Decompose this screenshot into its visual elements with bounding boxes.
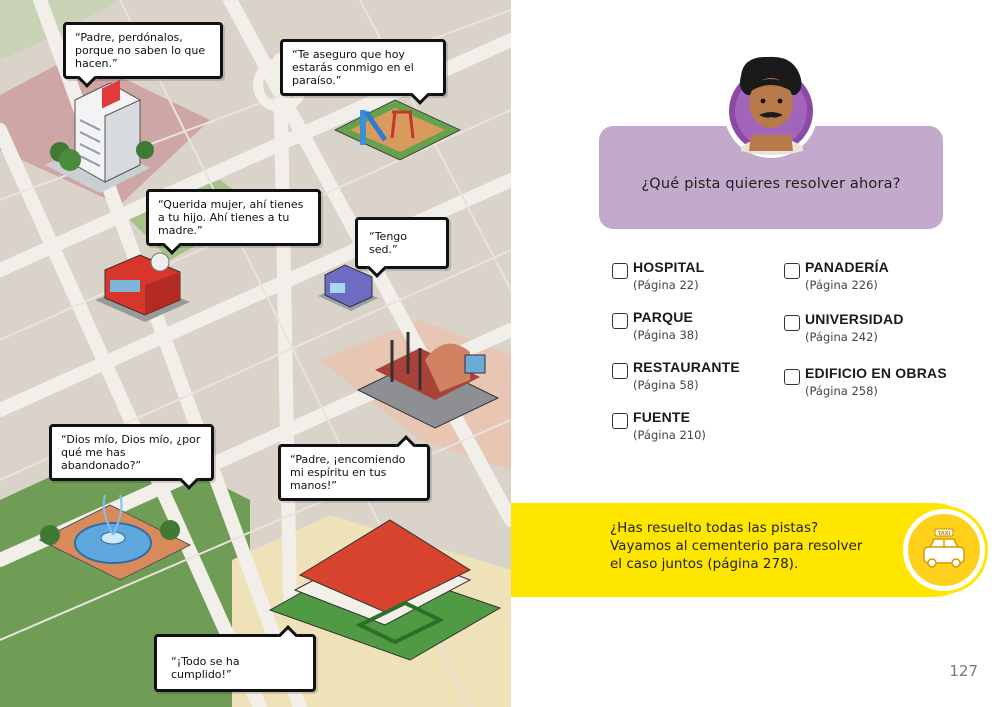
checkbox-icon[interactable]	[784, 263, 800, 279]
checkbox-icon[interactable]	[784, 315, 800, 331]
quote-bubble-construction: “¡Todo se ha cumplido!”	[154, 634, 316, 692]
option-page: (Página 258)	[805, 384, 878, 398]
final-prompt-line: Vayamos al cementerio para resolver	[610, 538, 863, 554]
option-page: (Página 226)	[805, 278, 878, 292]
taxi-sign-text: TAXI	[937, 531, 951, 537]
quote-bubble-restaurant: “Querida mujer, ahí tienes a tu hijo. Ahí tienes a tu madre.”	[146, 189, 321, 246]
option-title: EDIFICIO EN OBRAS	[805, 365, 947, 381]
option-title: PARQUE	[633, 309, 694, 325]
final-prompt-text	[610, 519, 910, 573]
option-page: (Página 38)	[633, 328, 699, 342]
option-title: FUENTE	[633, 409, 691, 425]
checkbox-icon[interactable]	[612, 363, 628, 379]
checkbox-icon[interactable]	[784, 369, 800, 385]
taxi-badge	[903, 509, 985, 591]
detective-avatar	[723, 51, 819, 169]
quote-bubble-park: “Te aseguro que hoy estarás conmigo en el paraíso.”	[280, 39, 446, 96]
option-parque[interactable]	[612, 309, 782, 349]
taxi-icon	[908, 514, 980, 586]
page-number: 127	[949, 662, 978, 680]
option-title: UNIVERSIDAD	[805, 311, 904, 327]
question-text: ¿Qué pista quieres resolver ahora?	[641, 176, 901, 192]
final-prompt-line: el caso juntos (página 278).	[610, 556, 799, 572]
quote-bubble-bakery: “Tengo sed.”	[355, 217, 449, 269]
final-prompt-band	[511, 503, 981, 597]
checkbox-icon[interactable]	[612, 263, 628, 279]
checkbox-icon[interactable]	[612, 413, 628, 429]
option-page: (Página 22)	[633, 278, 699, 292]
option-title: PANADERÍA	[805, 259, 889, 275]
option-title: RESTAURANTE	[633, 359, 740, 375]
quote-bubble-university: “Padre, ¡encomiendo mi espíritu en tus manos!”	[278, 444, 430, 501]
activity-page	[511, 0, 1000, 707]
option-page: (Página 210)	[633, 428, 706, 442]
option-title: HOSPITAL	[633, 259, 705, 275]
quote-bubble-hospital: “Padre, perdónalos, porque no saben lo que hacen.”	[63, 22, 223, 79]
option-panaderia[interactable]	[784, 259, 954, 299]
option-restaurante[interactable]	[612, 359, 782, 399]
checkbox-icon[interactable]	[612, 313, 628, 329]
option-hospital[interactable]	[612, 259, 782, 299]
quote-bubble-fountain: “Dios mío, Dios mío, ¿por qué me has abandonado?”	[49, 424, 214, 481]
option-edificio-en-obras[interactable]	[784, 365, 954, 405]
final-prompt-line: ¿Has resuelto todas las pistas?	[610, 520, 819, 536]
option-fuente[interactable]	[612, 409, 782, 449]
option-universidad[interactable]	[784, 311, 954, 351]
option-page: (Página 242)	[805, 330, 878, 344]
option-page: (Página 58)	[633, 378, 699, 392]
